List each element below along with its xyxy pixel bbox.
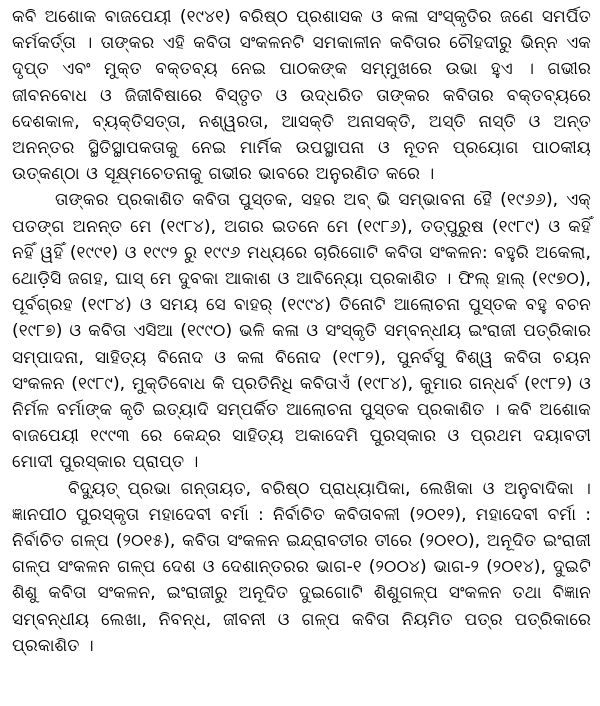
paragraph-translator-bio: ବିଦ୍ୟୁତ୍ ପ୍ରଭା ଗନ୍ତାୟତ, ବରିଷ୍ଠ ପ୍ରାଧ୍ୟାପିକା, ଲେଖିକା ଓ ଅନୁବାଦିକା । ଜ୍ଞାନପୀଠ ପୁରସ୍କୃତା ମହାଦେବୀ ବର୍ମା : ନିର୍ବାଚିତ କବିତାବଳୀ (୨୦୧୨), ମହାଦେବୀ ବର୍ମା : ନିର୍ବାଚିତ ଗଳ୍ପ (୨୦୧୫), କବିତା ସଂକଳନ ଇନ୍ଦ୍ରାବତୀର ତୀରେ (୨୦୧୦), ଅନୂଦିତ ଇଂରାଜୀ ଗଳ୍ପ ସଂକଳନ ଗଳ୍ପ ଦେଶ ଓ ଦେଶାନ୍ତରର ଭାଗ-୧ (୨୦୦୪) ଭାଗ-୨ (୨୦୧୪), ଦୁଇଟି ଶିଶୁ କବିତା ସଂକଳନ, ଇଂରାଜୀରୁ ଅନୂଦିତ ଦୁଇଗୋଟି ଶିଶୁଗଳ୍ପ ସଂକଳନ ତଥା ବିଜ୍ଞାନ ସମ୍ବନ୍ଧୀୟ ଲେଖା, ନିବନ୍ଧ, ଜୀବନୀ ଓ ଗଳ୍ପ କବିତା ନିୟମିତ ପତ୍ର ପତ୍ରିକାରେ ପ୍ରକାଶିତ । bbox=[12, 478, 591, 656]
paragraph-author-bio: କବି ଅଶୋକ ବାଜପେୟୀ (୧୯୪୧) ବରିଷ୍ଠ ପ୍ରଶାସକ ଓ କଳା ସଂସ୍କୃତିର ଜଣେ ସମର୍ପିତ କର୍ମକର୍ତ୍ତା । ତାଙ୍କର ଏହି କବିତା ସଂକଳନଟି ସମକାଳୀନ କବିତାର ଚୌହଦୀରୁ ଭିନ୍ନ ଏକ ଦୃପ୍ତ ଏବଂ ମୁକ୍ତ ବକ୍ତବ୍ୟ ନେଇ ପାଠକଙ୍କ ସମ୍ମୁଖରେ ଉଭା ହୁଏ । ଗଭୀର ଜୀବନବୋଧ ଓ ଜିଜୀବିଷାରେ ବିସ୍ତୃତ ଓ ଉଦ୍ଧରିତ ତାଙ୍କର କବିତାର ବକ୍ତବ୍ୟରେ ଦେଶକାଳ, ବ୍ୟକ୍ତିସତ୍ତା, ନଶ୍ୱରତା, ଆସକ୍ତି ଅନାସକ୍ତି, ଅସ୍ତି ନାସ୍ତି ଓ ଅନ୍ତ ଅନନ୍ତର ସ୍ଥିତିସ୍ଥାପକତାକୁ ନେଇ ମାର୍ମିକ ଉପସ୍ଥାପନା ଓ ନୂତନ ପ୍ରୟୋଗ ପାଠକୀୟ ଉତ୍କଣ୍ଠା ଓ ସୂକ୍ଷ୍ମଚେତନାକୁ ଗଭୀର ଭାବରେ ଅନୁରଣିତ କରେ । bbox=[12, 7, 591, 185]
paragraph-author-works: ତାଙ୍କର ପ୍ରକାଶିତ କବିତା ପୁସ୍ତକ, ସହର ଅବ୍ ଭି ସମ୍ଭାବନା ହୈ (୧୯୬୬), ଏକ୍ ପତଙ୍ଗ ଅନନ୍ତ ମେ (୧୯୮୪), ଅଗର ଇତନେ ମେ (୧୯୮୬), ତତ୍ପୁରୁଷ (୧୯୮୯) ଓ କହିଁ ନହିଁ ୱହିଁ (୧୯୯୧) ଓ ୧୯୯୨ ରୁ ୧୯୯୬ ମଧ୍ୟରେ ଚାରିଗୋଟି କବିତା ସଂକଳନ: ବହୁରି ଅକେଲା, ଥୋଡ଼ିସି ଜଗହ, ଘାସ୍ ମେ ଦୁବକା ଆକାଶ ଓ ଆବିନ୍ୟୋ ପ୍ରକାଶିତ । ଫିଲ୍ ହାଲ୍ (୧୯୭୦), ପୂର୍ବଗ୍ରହ (୧୯୮୪) ଓ ସମୟ ସେ ବାହର୍ (୧୯୯୪) ତିନୋଟି ଆଲୋଚନା ପୁସ୍ତକ ବହୁ ବଚନ (୧୯୮୭) ଓ କବିତା ଏସିଆ (୧୯୯୦) ଭଳି କଳା ଓ ସଂସ୍କୃତି ସମ୍ବନ୍ଧୀୟ ଇଂରାଜୀ ପତ୍ରିକାର ସମ୍ପାଦନା, ସାହିତ୍ୟ ବିନୋଦ ଓ କଳା ବିନୋଦ (୧୯୮୨), ପୁନର୍ବସୁ ବିଶ୍ୱ କବିତା ଚୟନ ସଂକଳନ (୧୯୮୯), ମୁକ୍ତିବୋଧ କି ପ୍ରତିନିଧି କବିତାଏଁ (୧୯୮୪), କୁମାର ଗନ୍ଧର୍ବ (୧୯୮୨) ଓ ନିର୍ମଳ ବର୍ମାଙ୍କ କୃତି ଇତ୍ୟାଦି ସମ୍ପର୍କିତ ଆଲୋଚନା ପୁସ୍ତକ ପ୍ରକାଶିତ । କବି ଅଶୋକ ବାଜପେୟୀ ୧୯୯୩ ରେ କେନ୍ଦ୍ର ସାହିତ୍ୟ ଅକାଦେମି ପୁରସ୍କାର ଓ ପ୍ରଥମ ଦୟାବତୀ ମୋଦୀ ପୁରସ୍କାର ପ୍ରାପ୍ତ । bbox=[12, 190, 591, 473]
